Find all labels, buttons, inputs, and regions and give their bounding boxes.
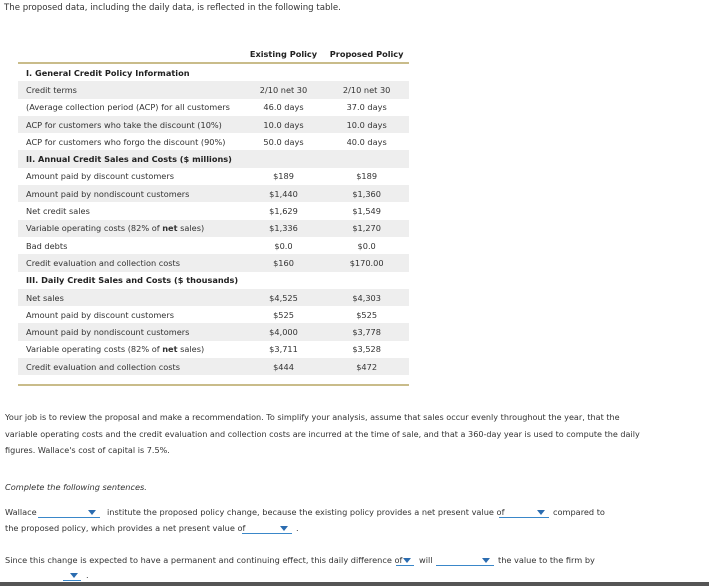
existing-value: $1,336 [243, 220, 325, 237]
section-title: II. Annual Credit Sales and Costs ($ millions) [18, 150, 409, 167]
sentence1-middle: institute the proposed policy change, because the existing policy provides a net present value of [107, 507, 505, 517]
table-row [18, 81, 409, 98]
row-label: Amount paid by discount customers [26, 309, 174, 320]
chevron-down-icon [88, 510, 96, 515]
header-existing: Existing Policy [249, 48, 318, 59]
row-label: Net credit sales [26, 206, 90, 217]
table-row [18, 306, 409, 323]
existing-value: 46.0 days [263, 102, 304, 113]
sentence2-period: . [86, 570, 89, 580]
proposed-value: $1,270 [324, 220, 409, 237]
existing-value: $0.0 [274, 240, 293, 251]
chevron-down-icon [482, 558, 490, 563]
table-row [18, 254, 409, 271]
proposed-value: $1,549 [352, 206, 381, 217]
table-row [18, 168, 409, 185]
daily-difference-dropdown[interactable] [396, 555, 414, 566]
row-label: ACP for customers who forgo the discount (90%) [26, 136, 226, 147]
intro-text: The proposed data, including the daily data, is reflected in the following table. [4, 3, 341, 13]
sentence1-start: Wallace [5, 507, 37, 517]
row-label [18, 220, 243, 237]
sentence1-continuation: the proposed policy, which provides a net present value of [5, 523, 246, 533]
section-header-row [18, 272, 409, 289]
existing-value: $1,629 [269, 206, 298, 217]
existing-value: $189 [273, 171, 294, 182]
row-label-text: sales) [177, 223, 205, 234]
chevron-down-icon [403, 558, 411, 563]
row-label: Credit evaluation and collection costs [18, 358, 243, 375]
table-end-spacer [18, 375, 409, 385]
row-label-text: Variable operating costs (82% of [26, 223, 163, 234]
npv-existing-dropdown[interactable] [499, 507, 549, 518]
instructions-paragraph: Your job is to review the proposal and make a recommendation. To simplify your analysis, assume that sales occur evenly throughout the year, that the variable operating costs and the credit evaluation and collection costs are incurred at the time of sale, and that a 360-day year is used to compute the daily figures. Wallace's cost of capital is 7.5%. [5, 412, 640, 455]
existing-value: $1,440 [243, 185, 325, 202]
proposed-value: $4,303 [324, 289, 409, 306]
proposed-value: $525 [356, 309, 378, 320]
existing-value: 10.0 days [243, 116, 325, 133]
existing-value: $525 [273, 309, 294, 320]
complete-sentences-label: Complete the following sentences. [5, 482, 147, 492]
section-title: I. General Credit Policy Information [26, 67, 190, 78]
table-row [18, 99, 409, 116]
chevron-down-icon [537, 510, 545, 515]
sentence2-will: will [419, 555, 433, 565]
value-change-dropdown[interactable] [63, 570, 81, 581]
row-label-bold: net [162, 223, 178, 234]
row-label: Credit terms [18, 81, 243, 98]
row-label-text: Variable operating costs (82% of [26, 344, 163, 355]
credit-policy-table [18, 45, 409, 386]
table-row [18, 185, 409, 202]
header-blank [18, 45, 243, 63]
proposed-value: 37.0 days [346, 102, 387, 113]
table-row [18, 116, 409, 133]
npv-proposed-dropdown[interactable] [242, 523, 292, 534]
row-label-bold: net [162, 344, 178, 355]
chevron-down-icon [280, 526, 288, 531]
existing-value: $444 [243, 358, 325, 375]
table-row [18, 202, 409, 219]
existing-value: 2/10 net 30 [243, 81, 325, 98]
proposed-value: $170.00 [324, 254, 409, 271]
proposed-value: $0.0 [357, 240, 376, 251]
table-row [18, 237, 409, 254]
section-title: III. Daily Credit Sales and Costs ($ thousands) [26, 275, 239, 286]
header-proposed: Proposed Policy [329, 48, 404, 59]
proposed-value: $472 [324, 358, 409, 375]
sentence1-period: . [296, 523, 299, 533]
chevron-down-icon [70, 573, 78, 578]
row-label: (Average collection period (ACP) for all customers [26, 102, 230, 113]
proposed-value: $3,778 [324, 323, 409, 340]
sentence2-start: Since this change is expected to have a permanent and continuing effect, this daily difference of [5, 555, 403, 565]
sentence2-end: the value to the firm by [498, 555, 595, 565]
row-label: Amount paid by discount customers [26, 171, 174, 182]
existing-value: $4,000 [243, 323, 325, 340]
table-row [18, 133, 409, 150]
row-label: Amount paid by nondiscount customers [18, 323, 243, 340]
section-header-row [18, 63, 409, 81]
table-header-row [18, 45, 409, 63]
existing-value: $3,711 [269, 344, 298, 355]
proposed-value: $3,528 [352, 344, 381, 355]
table-row [18, 358, 409, 375]
proposed-value: 10.0 days [324, 116, 409, 133]
row-label-text: sales) [177, 344, 205, 355]
table-row [18, 323, 409, 340]
row-label: Credit evaluation and collection costs [18, 254, 243, 271]
existing-value: $4,525 [243, 289, 325, 306]
proposed-value: $189 [356, 171, 378, 182]
table-row [18, 220, 409, 237]
proposed-value: 2/10 net 30 [324, 81, 409, 98]
section-header-row [18, 150, 409, 167]
row-label: ACP for customers who take the discount (10%) [18, 116, 243, 133]
table-row [18, 341, 409, 358]
table-row [18, 289, 409, 306]
row-label [18, 341, 243, 358]
sentence1-compared: compared to [553, 507, 605, 517]
row-label: Net sales [18, 289, 243, 306]
row-label: Bad debts [26, 240, 68, 251]
spacer-cell [18, 375, 409, 385]
proposed-value: $1,360 [324, 185, 409, 202]
existing-value: 50.0 days [263, 136, 304, 147]
proposed-value: 40.0 days [346, 136, 387, 147]
existing-value: $160 [243, 254, 325, 271]
direction-dropdown[interactable] [436, 555, 494, 566]
bottom-divider [0, 582, 709, 586]
row-label: Amount paid by nondiscount customers [18, 185, 243, 202]
decision-dropdown[interactable] [38, 507, 100, 518]
